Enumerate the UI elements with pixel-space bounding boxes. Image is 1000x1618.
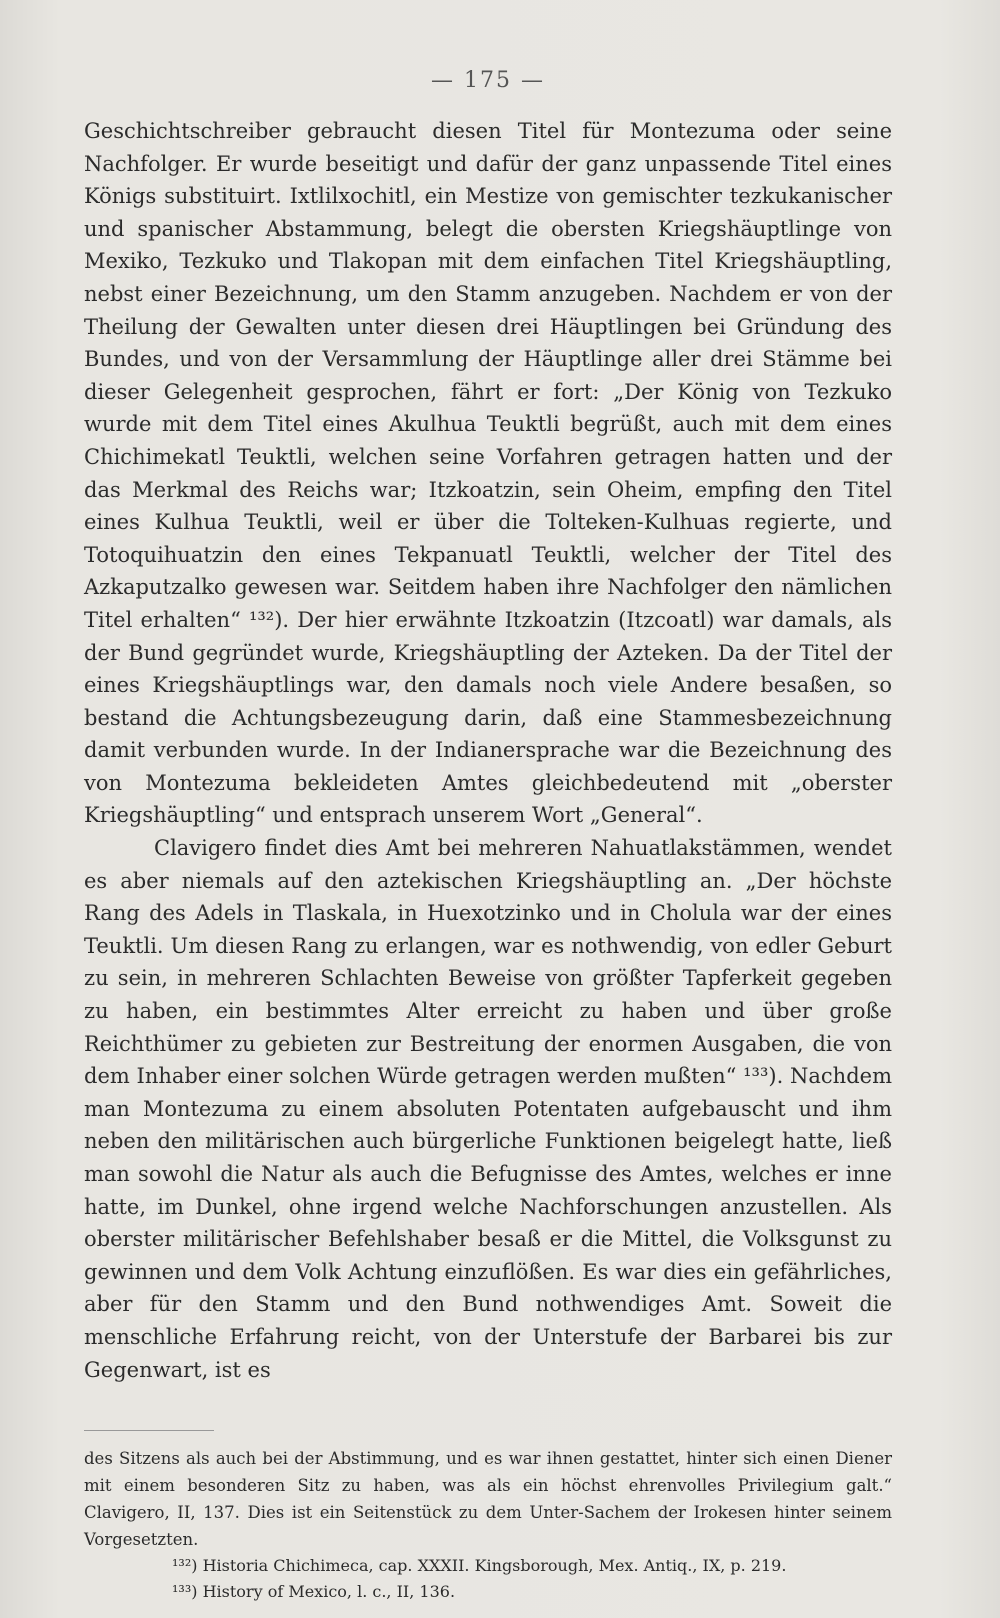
paragraph-1: Geschichtschreiber gebraucht diesen Titel für Montezuma oder seine Nachfolger. Er wurde beseitigt und dafür der ganz unpassende Titel eines Königs substituirt. Ixtlilxochitl, ein Mestize von gemischter tezkukanischer und spanischer Abstammung, belegt die obersten Kriegshäuptlinge von Mexiko, Tezkuko und Tlakopan mit dem einfachen Titel Kriegshäuptling, nebst einer Bezeichnung, um den Stamm anzugeben. Nachdem er von der Theilung der Gewalten unter diesen drei Häuptlingen bei Gründung des Bundes, und von der Versammlung der Häuptlinge aller drei Stämme bei dieser Gelegenheit gesprochen, fährt er fort: „Der König von Tezkuko wurde mit dem Titel eines Akulhua Teuktli begrüßt, auch mit dem eines Chichimekatl Teuktli, welchen seine Vorfahren getragen hatten und der das Merkmal des Reichs war; Itzkoatzin, sein Oheim, empfing den Titel eines Kulhua Teuktli, weil er über die Tolteken-Kulhuas regierte, und Totoquihuatzin den eines Tekpanuatl Teuktli, welcher der Titel des Azkaputzalko gewesen war. Seitdem haben ihre Nachfolger den nämlichen Titel erhalten“ ¹³²). Der hier erwähnte Itzkoatzin (Itzcoatl) war damals, als der Bund gegründet wurde, Kriegshäuptling der Azteken. Da der Titel der eines Kriegshäuptlings war, den damals noch viele Andere besaßen, so bestand die Achtungsbezeugung darin, daß eine Stammesbezeichnung damit verbunden wurde. In der Indianersprache war die Bezeichnung des von Montezuma bekleideten Amtes gleichbedeutend mit „oberster Kriegshäuptling“ und entsprach unserem Wort „General“. (84, 119, 892, 828)
footnote-133: ¹³³) History of Mexico, l. c., II, 136. (172, 1582, 456, 1602)
footnotes (84, 1445, 892, 1605)
paragraph-2: Clavigero findet dies Amt bei mehreren Nahuatlakstämmen, wendet es aber niemals auf den aztekischen Kriegshäuptling an. „Der höchste Rang des Adels in Tlaskala, in Huexotzinko und in Cholula war der eines Teuktli. Um diesen Rang zu erlangen, war es nothwendig, von edler Geburt zu sein, in mehreren Schlachten Beweise von größter Tapferkeit gegeben zu haben, ein bestimmtes Alter erreicht zu haben und über große Reichthümer zu gebieten zur Bestreitung der enormen Ausgaben, die von dem Inhaber einer solchen Würde getragen werden mußten“ ¹³³). Nachdem man Montezuma zu einem absoluten Potentaten aufgebauscht und ihm neben den militärischen auch bürgerliche Funktionen beigelegt hatte, ließ man sowohl die Natur als auch die Befugnisse des Amtes, welches er inne hatte, im Dunkel, ohne irgend welche Nachforschungen anzustellen. Als oberster militärischer Befehlshaber besaß er die Mittel, die Volksgunst zu gewinnen und dem Volk Achtung einzuflößen. Es war dies ein gefährliches, aber für den Stamm und den Bund nothwendiges Amt. Soweit die menschliche Erfahrung reicht, von der Unterstufe der Barbarei bis zur Gegenwart, ist es (84, 836, 892, 1382)
body-text (84, 115, 892, 1386)
footnote-continuation: des Sitzens als auch bei der Abstimmung, und es war ihnen gestattet, hinter sich einen Diener mit einem besonderen Sitz zu haben, was als ein höchst ehrenvolles Privilegium galt.“ Clavigero, II, 137. Dies ist ein Seitenstück zu dem Unter-Sachem der Irokesen hinter seinem Vorgesetzten. (84, 1449, 892, 1550)
footnote-divider (84, 1430, 214, 1431)
footnote-132: ¹³²) Historia Chichimeca, cap. XXXII. Kingsborough, Mex. Antiq., IX, p. 219. (172, 1556, 787, 1576)
page-number: — 175 — (431, 68, 545, 93)
